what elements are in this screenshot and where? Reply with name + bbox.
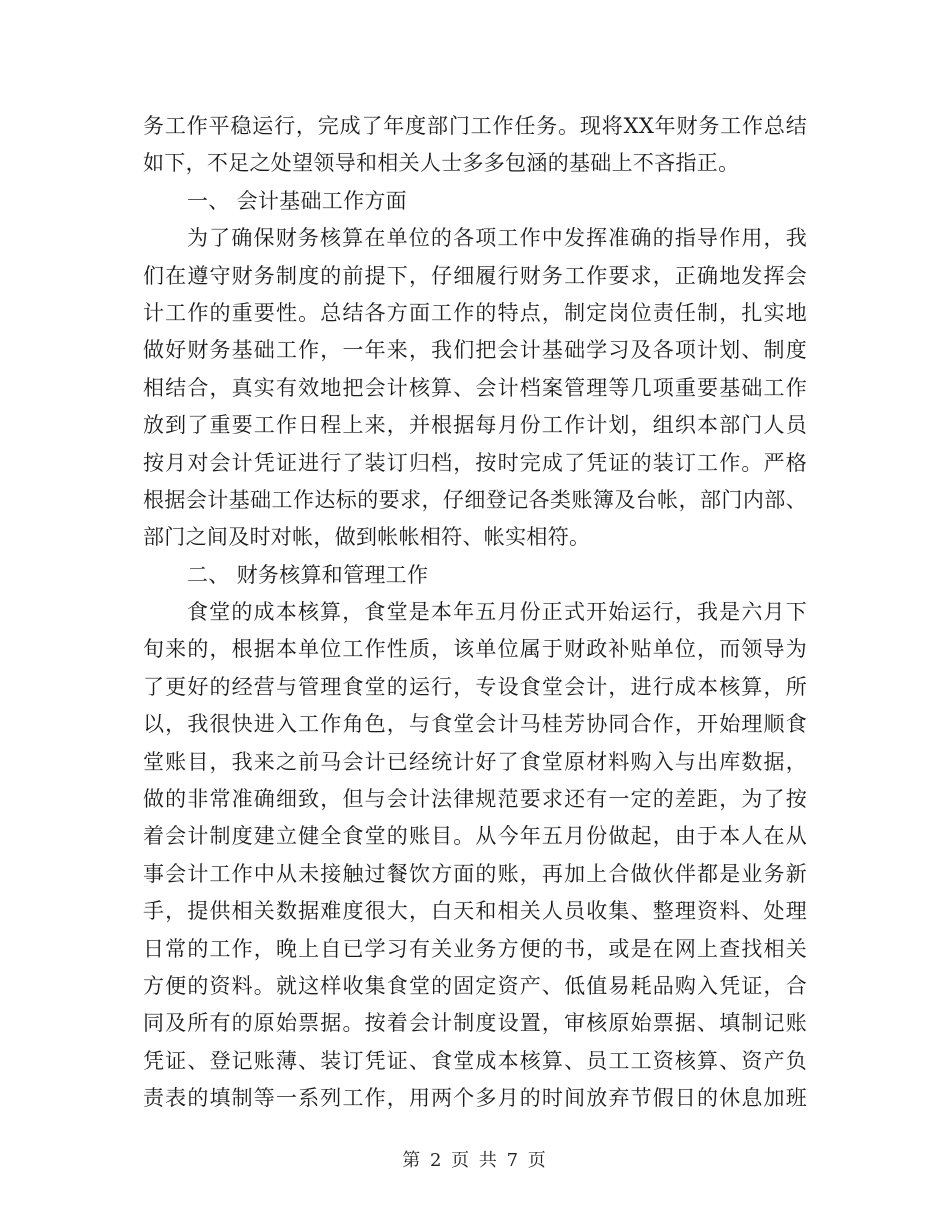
body-line: 以，我很快进入工作角色，与食堂会计马桂芳协同合作，开始理顺食 — [143, 712, 807, 737]
body-line: 着会计制度建立健全食堂的账目。从今年五月份做起，由于本人在从 — [143, 824, 807, 849]
body-line: 根据会计基础工作达标的要求，仔细登记各类账簿及台帐，部门内部、 — [143, 487, 807, 512]
paragraph-first-line: 为了确保财务核算在单位的各项工作中发挥准确的指导作用，我 — [187, 226, 807, 251]
body-line: 部门之间及时对帐，做到帐帐相符、帐实相符。 — [143, 525, 591, 550]
body-line: 放到了重要工作日程上来，并根据每月份工作计划，组织本部门人员 — [143, 413, 807, 438]
body-line: 做好财务基础工作，一年来，我们把会计基础学习及各项计划、制度 — [143, 338, 807, 363]
body-line: 旬来的，根据本单位工作性质，该单位属于财政补贴单位，而领导为 — [143, 637, 807, 662]
body-line: 了更好的经营与管理食堂的运行，专设食堂会计，进行成本核算，所 — [143, 674, 807, 699]
body-line: 计工作的重要性。总结各方面工作的特点，制定岗位责任制，扎实地 — [143, 300, 807, 325]
paragraph-first-line: 食堂的成本核算，食堂是本年五月份正式开始运行，我是六月下 — [187, 600, 807, 625]
body-line: 日常的工作，晚上自已学习有关业务方便的书，或是在网上查找相关 — [143, 936, 807, 961]
body-line: 事会计工作中从未接触过餐饮方面的账，再加上合做伙伴都是业务新 — [143, 861, 807, 886]
section-heading-2: 二、 财务核算和管理工作 — [187, 562, 429, 587]
body-line: 同及所有的原始票据。按着会计制度设置，审核原始票据、填制记账 — [143, 1011, 807, 1036]
body-line: 堂账目，我来之前马会计已经统计好了食堂原材料购入与出库数据， — [143, 749, 807, 774]
body-line: 相结合，真实有效地把会计核算、会计档案管理等几项重要基础工作 — [143, 375, 807, 400]
page-number-footer: 第 2 页 共 7 页 — [402, 1150, 548, 1171]
body-line: 们在遵守财务制度的前提下，仔细履行财务工作要求，正确地发挥会 — [143, 263, 807, 288]
section-heading-1: 一、 会计基础工作方面 — [187, 188, 407, 213]
body-line: 做的非常准确细致，但与会计法律规范要求还有一定的差距，为了按 — [143, 787, 807, 812]
body-line: 按月对会计凭证进行了装订归档，按时完成了凭证的装订工作。严格 — [143, 450, 807, 475]
body-line: 方便的资料。就这样收集食堂的固定资产、低值易耗品购入凭证，合 — [143, 973, 807, 998]
body-line: 责表的填制等一系列工作，用两个多月的时间放弃节假日的休息加班 — [143, 1086, 807, 1111]
document-body — [143, 108, 807, 1118]
body-line: 务工作平稳运行，完成了年度部门工作任务。现将XX年财务工作总结 — [143, 114, 807, 138]
body-line: 凭证、登记账薄、装订凭证、食堂成本核算、员工工资核算、资产负 — [143, 1048, 807, 1073]
body-line: 手，提供相关数据难度很大，白天和相关人员收集、整理资料、处理 — [143, 899, 807, 924]
body-line: 如下，不足之处望领导和相关人士多多包涵的基础上不吝指正。 — [143, 151, 740, 176]
